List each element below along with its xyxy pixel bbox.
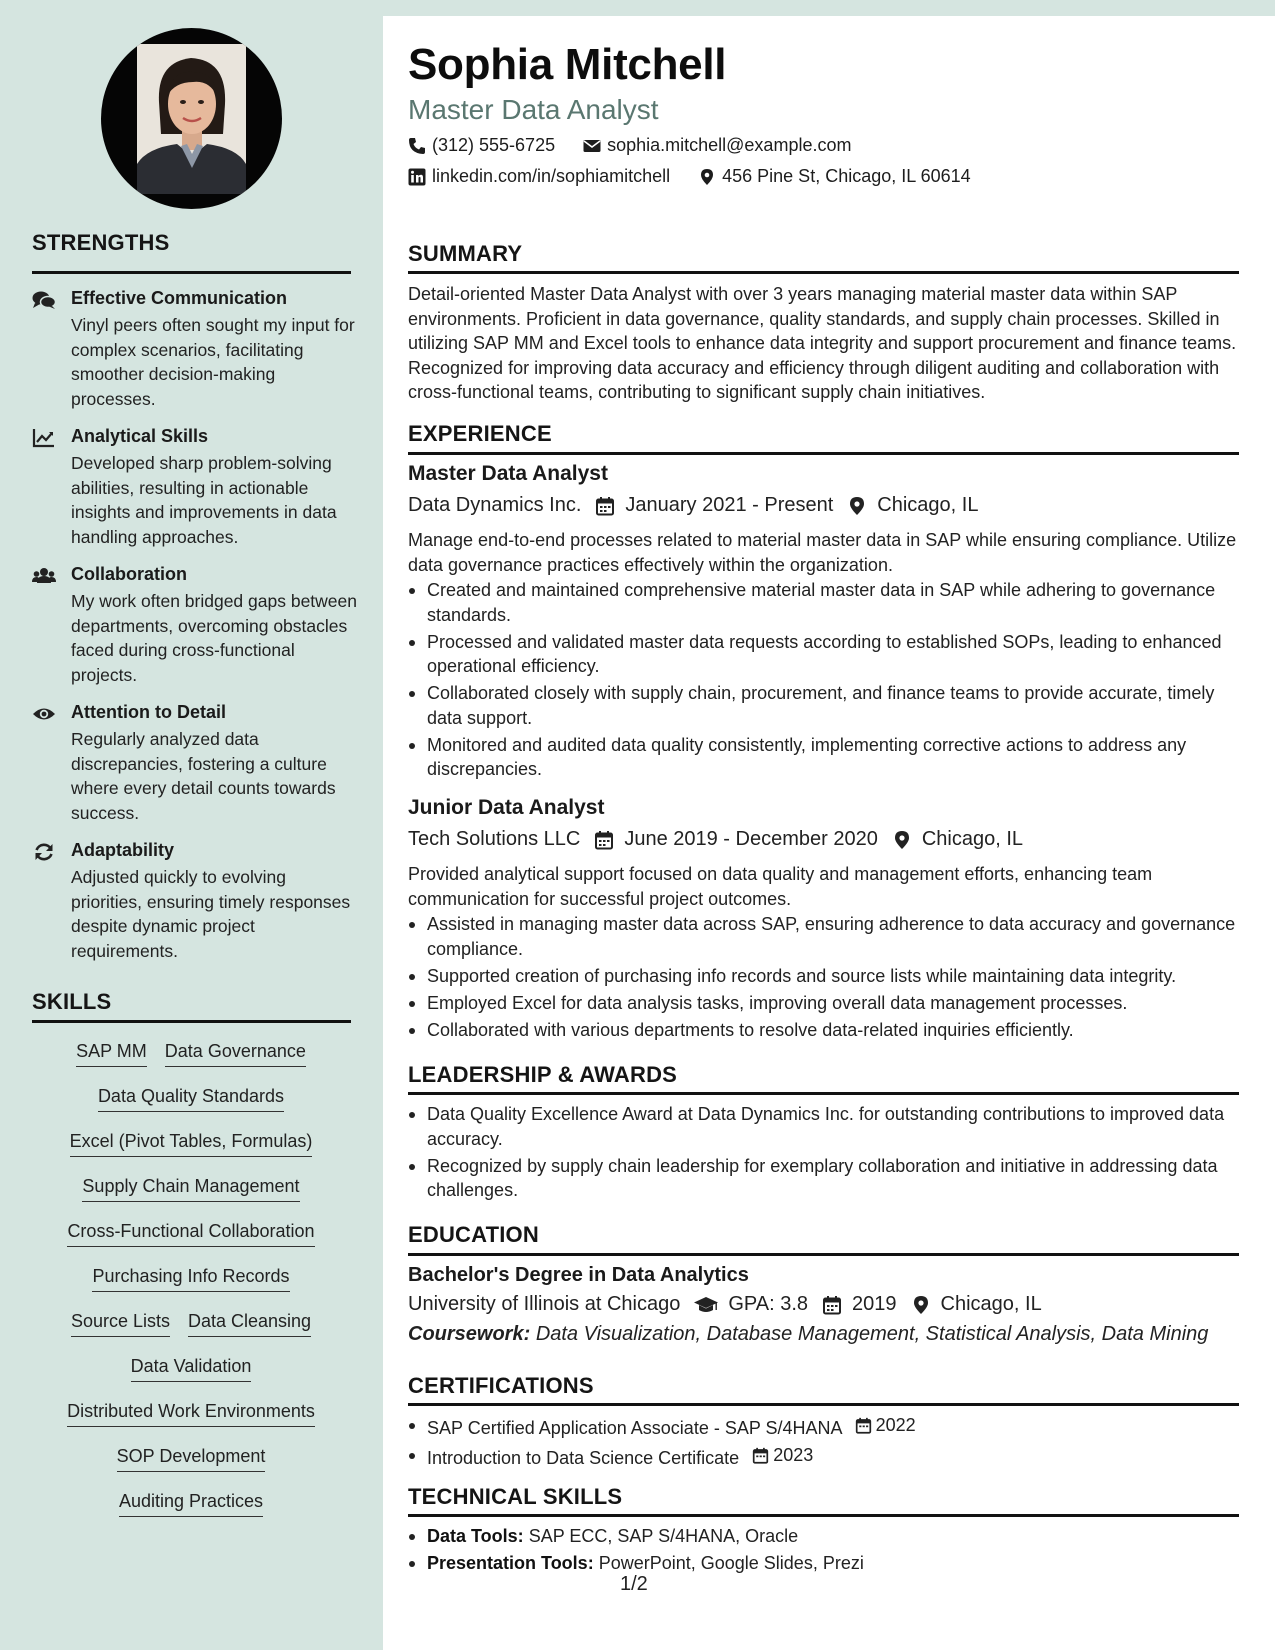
job-bullet: Collaborated with various departments to resolve data-related inquiries efficiently. [408, 1018, 1238, 1043]
coursework-list: Data Visualization, Database Management, Statistical Analysis, Data Mining [535, 1323, 1209, 1345]
job-location: Chicago, IL [877, 494, 979, 516]
skill-tag: Distributed Work Environments [67, 1400, 315, 1427]
technical-skill-label: Data Tools: [427, 1526, 524, 1546]
strength-description: Developed sharp problem-solving abilities, resulting in actionable insights and improvements in data handling approaches. [71, 453, 337, 547]
gpa-text: GPA: 3.8 [728, 1293, 809, 1315]
job-bullet: Monitored and audited data quality consistently, implementing corrective actions to address any discrepancies. [408, 733, 1238, 782]
technical-skill-label: Presentation Tools: [427, 1553, 594, 1573]
job-title: Master Data Analyst [408, 462, 608, 485]
school-name: University of Illinois at Chicago [408, 1293, 681, 1315]
experience-rule [408, 452, 1239, 455]
calendar-icon [594, 830, 614, 850]
skills-row [30, 1130, 352, 1157]
map-marker-icon [911, 1295, 931, 1315]
calendar-icon [855, 1417, 872, 1434]
strengths-heading: STRENGTHS [32, 230, 170, 255]
email-link[interactable]: sophia.mitchell@example.com [607, 135, 852, 155]
job-bullet: Collaborated closely with supply chain, procurement, and finance teams to provide accurate, timely data support. [408, 681, 1238, 730]
portrait-illustration [137, 44, 246, 194]
linkedin-link[interactable]: linkedin.com/in/sophiamitchell [432, 166, 671, 186]
envelope-icon [583, 137, 601, 155]
leadership-heading: LEADERSHIP & AWARDS [408, 1062, 678, 1087]
technical-skill-value: SAP ECC, SAP S/4HANA, Oracle [528, 1526, 799, 1546]
experience-heading: EXPERIENCE [408, 421, 552, 446]
chart-line-icon [32, 428, 56, 448]
coursework-line [408, 1323, 1208, 1346]
job-bullet: Processed and validated master data requests according to established SOPs, leading to enhanced operational efficiency. [408, 630, 1238, 679]
skills-row [30, 1310, 352, 1337]
strength-description: Adjusted quickly to evolving priorities, ensuring timely responses despite dynamic project requirements. [71, 867, 351, 961]
technical-skills-list [408, 1524, 1238, 1578]
education-rule [408, 1253, 1239, 1256]
candidate-title: Master Data Analyst [408, 94, 659, 125]
job-location: Chicago, IL [921, 828, 1023, 850]
skill-tag: Auditing Practices [119, 1490, 263, 1517]
phone-icon [408, 137, 426, 155]
certification-item [408, 1413, 1238, 1440]
certifications-heading: CERTIFICATIONS [408, 1373, 594, 1398]
calendar-icon [595, 496, 615, 516]
job-dates: January 2021 - Present [625, 494, 834, 516]
certifications-list [408, 1413, 1238, 1473]
comments-icon [32, 290, 56, 310]
map-marker-icon [892, 830, 912, 850]
summary-text: Detail-oriented Master Data Analyst with over 3 years managing material master data within SAP environments. Proficient in data governance, quality standards, and supply chain processes. Skilled in utilizing SAP MM and Excel tools to enhance data integrity and support procurement and finance teams. Recognized for improving data accuracy and efficiency through diligent auditing and collaboration with cross-functional teams, contributing to significant supply chain initiatives. [408, 284, 1237, 402]
skills-row [30, 1490, 352, 1517]
contact-row [408, 166, 971, 187]
map-marker-icon [698, 168, 716, 186]
skill-tag: SOP Development [117, 1445, 266, 1472]
skill-tag: Data Quality Standards [98, 1085, 284, 1112]
certification-name: Introduction to Data Science Certificate [427, 1447, 740, 1468]
profile-photo [101, 28, 282, 209]
skill-tag: Source Lists [71, 1310, 170, 1337]
certification-year: 2022 [875, 1415, 916, 1435]
skills-row [30, 1040, 352, 1067]
leadership-rule [408, 1092, 1239, 1095]
strength-name: Collaboration [71, 564, 187, 584]
skill-tag: Cross-Functional Collaboration [67, 1220, 314, 1247]
summary-rule [408, 271, 1239, 274]
skill-tag: Supply Chain Management [82, 1175, 299, 1202]
job-title: Junior Data Analyst [408, 796, 605, 819]
job-bullets [408, 912, 1238, 1045]
strength-name: Analytical Skills [71, 426, 209, 446]
award-bullet: Recognized by supply chain leadership for exemplary collaboration and initiative in addressing data challenges. [408, 1154, 1238, 1203]
technical-skill-item [408, 1551, 1238, 1576]
company-name: Data Dynamics Inc. [408, 494, 582, 516]
technical-skill-item [408, 1524, 1238, 1549]
graduation-cap-icon [694, 1295, 718, 1315]
skills-row [30, 1175, 352, 1202]
job-intro: Provided analytical support focused on data quality and management efforts, enhancing team communication for successful project outcomes. [408, 864, 1153, 909]
strength-name: Effective Communication [71, 288, 288, 308]
job-bullet: Supported creation of purchasing info records and source lists while maintaining data integrity. [408, 964, 1238, 989]
linkedin-icon [408, 168, 426, 186]
technical-skills-heading: TECHNICAL SKILLS [408, 1484, 623, 1509]
education-heading: EDUCATION [408, 1222, 539, 1247]
certification-year: 2023 [773, 1444, 814, 1465]
skill-tag: SAP MM [76, 1040, 147, 1067]
job-bullet: Assisted in managing master data across SAP, ensuring adherence to data accuracy and governance compliance. [408, 912, 1238, 961]
calendar-icon [822, 1295, 842, 1315]
coursework-label: Coursework: [408, 1323, 531, 1345]
job-meta [408, 494, 978, 517]
job-bullets [408, 578, 1238, 784]
skills-row [30, 1085, 352, 1112]
job-meta [408, 828, 1023, 851]
contact-row [408, 135, 851, 156]
job-bullet: Employed Excel for data analysis tasks, improving overall data management processes. [408, 991, 1238, 1016]
skills-row [30, 1220, 352, 1247]
strength-name: Adaptability [71, 840, 175, 860]
map-marker-icon [847, 496, 867, 516]
skill-tag: Purchasing Info Records [92, 1265, 289, 1292]
skill-tag: Data Cleansing [188, 1310, 311, 1337]
skills-heading: SKILLS [32, 989, 112, 1014]
company-name: Tech Solutions LLC [408, 828, 581, 850]
strength-name: Attention to Detail [71, 702, 226, 722]
skills-row [30, 1265, 352, 1292]
skill-tag: Data Validation [131, 1355, 252, 1382]
leadership-bullets [408, 1102, 1238, 1205]
summary-heading: SUMMARY [408, 241, 523, 266]
address-text: 456 Pine St, Chicago, IL 60614 [722, 166, 971, 186]
strength-description: Vinyl peers often sought my input for complex scenarios, facilitating smoother decision-making processes. [71, 315, 355, 409]
page-number: 1/2 [620, 1573, 648, 1595]
candidate-name: Sophia Mitchell [408, 40, 727, 89]
job-intro: Manage end-to-end processes related to material master data in SAP while ensuring compliance. Utilize data governance practices effectively within the organization. [408, 530, 1237, 575]
skills-row [30, 1400, 352, 1427]
degree-title: Bachelor's Degree in Data Analytics [408, 1264, 749, 1286]
certifications-rule [408, 1403, 1239, 1406]
users-icon [32, 566, 56, 586]
school-location: Chicago, IL [940, 1293, 1042, 1315]
education-meta [408, 1293, 1042, 1316]
skills-rule [32, 1020, 351, 1023]
skill-tag: Data Governance [165, 1040, 306, 1067]
strength-description: Regularly analyzed data discrepancies, fostering a culture where every detail counts towards success. [71, 729, 336, 823]
technical-skill-value: PowerPoint, Google Slides, Prezi [598, 1553, 864, 1573]
strength-description: My work often bridged gaps between departments, overcoming obstacles faced during cross-functional projects. [71, 591, 357, 685]
certification-item [408, 1443, 1238, 1470]
eye-icon [32, 704, 56, 724]
graduation-year: 2019 [852, 1293, 897, 1315]
job-bullet: Created and maintained comprehensive material master data in SAP while adhering to governance standards. [408, 578, 1238, 627]
award-bullet: Data Quality Excellence Award at Data Dynamics Inc. for outstanding contributions to improved data accuracy. [408, 1102, 1238, 1151]
skills-row [30, 1355, 352, 1382]
technical-skills-rule [408, 1514, 1239, 1517]
certification-name: SAP Certified Application Associate - SAP S/4HANA [427, 1417, 842, 1438]
sync-icon [32, 842, 56, 862]
skill-tag: Excel (Pivot Tables, Formulas) [70, 1130, 313, 1157]
skills-row [30, 1445, 352, 1472]
strengths-rule [32, 271, 351, 274]
calendar-icon [752, 1447, 769, 1464]
phone-text[interactable]: (312) 555-6725 [432, 135, 556, 155]
job-dates: June 2019 - December 2020 [624, 828, 878, 850]
